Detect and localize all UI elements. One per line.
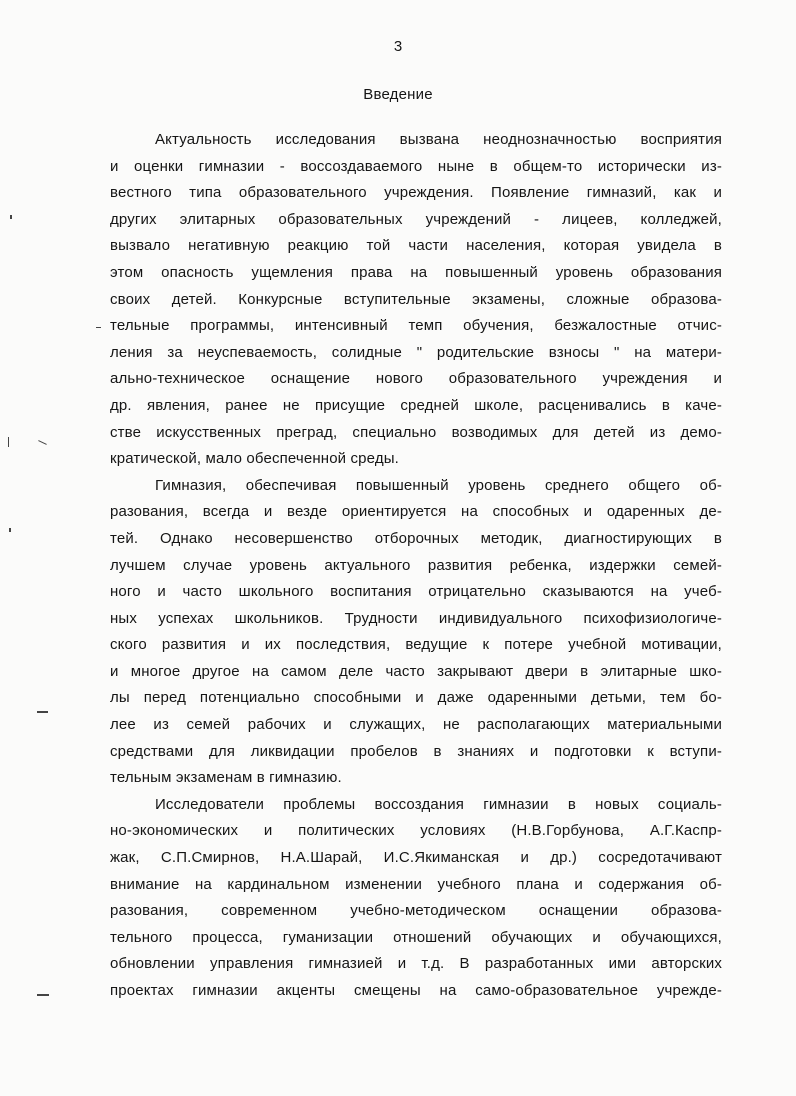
text-line: ного и часто школьного воспитания отрицательно сказываются на учеб-: [110, 583, 722, 601]
text-line: обновлении управления гимназией и т.д. В разработанных ими авторских: [110, 955, 722, 973]
text-line: лучшем случае уровень актуального развития ребенка, издержки семей-: [110, 556, 722, 574]
paragraph-1: [110, 127, 722, 473]
text-line: средствами для ликвидации пробелов в знаниях и подготовки к вступи-: [110, 742, 722, 760]
scan-mark: [37, 994, 49, 996]
text-line: стве искусственных преград, специально возводимых для детей из демо-: [110, 423, 722, 441]
text-line: тей. Однако несовершенство отборочных методик, диагностирующих в: [110, 529, 722, 547]
text-line: разования, современном учебно-методическом оснащении образова-: [110, 902, 722, 920]
text-line: тельным экзаменам в гимназию.: [110, 769, 342, 787]
text-line: кратической, мало обеспеченной среды.: [110, 450, 399, 468]
scan-mark: [37, 711, 48, 713]
page-number: 3: [393, 38, 403, 55]
text-line: своих детей. Конкурсные вступительные экзамены, сложные образова-: [110, 290, 722, 308]
text-line: Гимназия, обеспечивая повышенный уровень среднего общего об-: [155, 476, 722, 494]
text-line: этом опасность ущемления права на повышенный уровень образования: [110, 263, 722, 281]
text-line: вестного типа образовательного учреждения. Появление гимназий, как и: [110, 184, 722, 202]
text-line: тельные программы, интенсивный темп обучения, безжалостные отчис-: [110, 317, 722, 335]
text-line: разования, всегда и везде ориентируется на способных и одаренных де-: [110, 503, 722, 521]
scan-mark: [10, 215, 12, 219]
text-line: и многое другое на самом деле часто закрывают двери в элитарные шко-: [110, 662, 722, 680]
text-line: ально-техническое оснащение нового образовательного учреждения и: [110, 370, 722, 388]
paragraph-2: [110, 473, 722, 792]
text-line: вызвало негативную реакцию той части населения, которая увидела в: [110, 237, 722, 255]
text-line: Исследователи проблемы воссоздания гимназии в новых социаль-: [155, 795, 722, 813]
text-line: проектах гимназии акценты смещены на само-образовательное учрежде-: [110, 982, 722, 999]
scan-mark: [96, 327, 101, 328]
section-title: Введение: [363, 86, 433, 103]
text-line: и оценки гимназии - воссоздаваемого ныне в общем-то исторически из-: [110, 157, 722, 175]
text-line: лее из семей рабочих и служащих, не располагающих материальными: [110, 716, 722, 734]
text-line: ского развития и их последствия, ведущие к потере учебной мотивации,: [110, 636, 722, 654]
text-line: ных успехах школьников. Трудности индивидуального психофизиологиче-: [110, 609, 722, 627]
text-line: жак, С.П.Смирнов, Н.А.Шарай, И.С.Якиманская и др.) сосредотачивают: [110, 849, 722, 867]
text-line: ления за неуспеваемость, солидные " родительские взносы " на матери-: [110, 343, 722, 361]
scan-mark: [8, 437, 9, 447]
text-line: Актуальность исследования вызвана неоднозначностью восприятия: [155, 131, 722, 148]
text-line: но-экономических и политических условиях (Н.В.Горбунова, А.Г.Каспр-: [110, 822, 722, 840]
scan-mark: [38, 440, 47, 445]
text-line: внимание на кардинальном изменении учебного плана и содержания об-: [110, 875, 722, 893]
body-text: [110, 127, 722, 1005]
paragraph-3: [110, 792, 722, 1005]
text-line: тельного процесса, гуманизации отношений обучающих и обучающихся,: [110, 928, 722, 946]
text-line: лы перед потенциально способными и даже одаренными детьми, тем бо-: [110, 689, 722, 707]
text-line: других элитарных образовательных учреждений - лицеев, колледжей,: [110, 210, 722, 228]
scan-mark: [9, 528, 11, 532]
text-line: др. явления, ранее не присущие средней школе, расценивались в каче-: [110, 396, 722, 414]
